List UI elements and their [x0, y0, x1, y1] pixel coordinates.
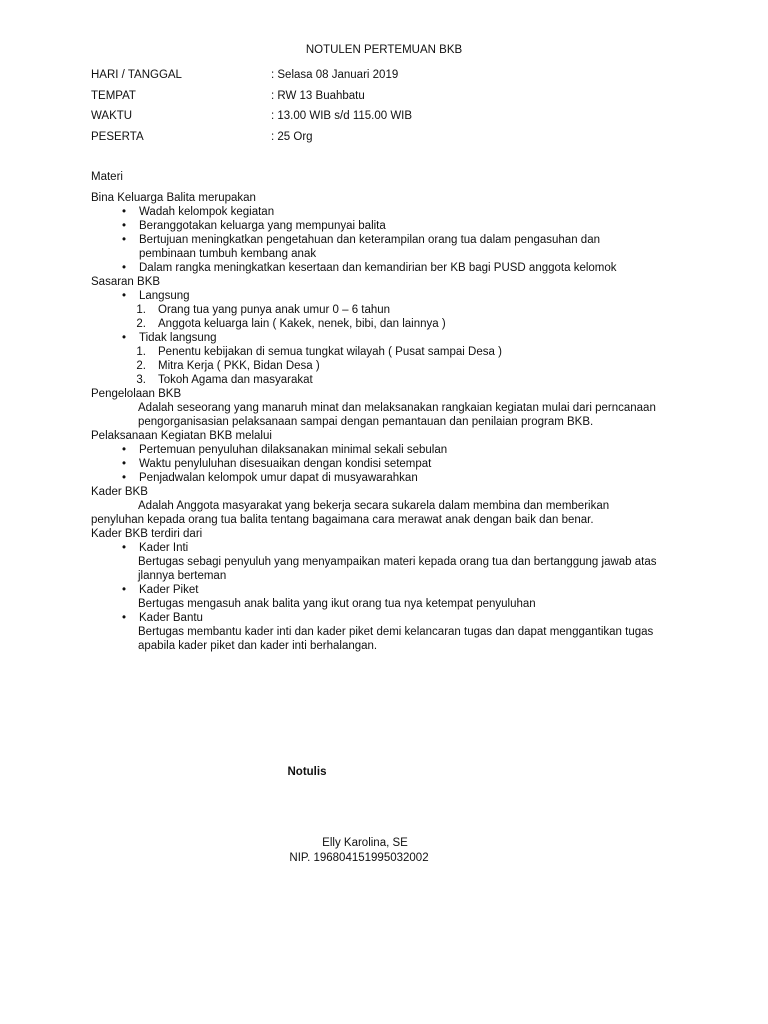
list-item: • Dalam rangka meningkatkan kesertaan dan kemandirian ber KB bagi PUSD anggota kelomok: [91, 261, 691, 275]
meta-value: : Selasa 08 Januari 2019: [271, 69, 399, 81]
kader-heading: Kader BKB: [91, 486, 148, 498]
list-item: • Waktu penyluluhan disesuaikan dengan kondisi setempat: [91, 457, 691, 471]
signature-role: Notulis: [287, 766, 327, 778]
numbered-item: 2. Mitra Kerja ( PKK, Bidan Desa ): [136, 360, 320, 372]
kader-text-line: Adalah Anggota masyarakat yang bekerja secara sukarela dalam membina dan memberikan: [138, 500, 610, 512]
bullet-icon: •: [121, 234, 126, 246]
kader-text-line: penyluhan kepada orang tua balita tentang bagaimana cara merawat anak dengan baik dan benar.: [91, 514, 594, 526]
numbered-item: 1. Penentu kebijakan di semua tungkat wilayah ( Pusat sampai Desa ): [136, 346, 502, 358]
materi-heading: Materi: [91, 171, 123, 183]
meta-row-tempat: [91, 89, 412, 110]
bullet-icon: •: [121, 458, 126, 470]
kader-item-desc: Bertugas membantu kader inti dan kader piket demi kelancaran tugas dan dapat menggantikan tugas apabila kader piket dan kader inti berhalangan.: [138, 626, 654, 652]
bullet-icon: •: [121, 584, 126, 596]
bullet-icon: •: [121, 220, 126, 232]
list-item: • Wadah kelompok kegiatan: [91, 205, 691, 219]
meta-label: WAKTU: [91, 110, 133, 122]
meta-table: [91, 68, 412, 150]
bullet-icon: •: [121, 472, 126, 484]
bullet-icon: •: [121, 290, 126, 302]
numbered-item: 3. Tokoh Agama dan masyarakat: [136, 374, 313, 386]
numbered-item: 2. Anggota keluarga lain ( Kakek, nenek, bibi, dan lainnya ): [136, 318, 446, 330]
meta-value: : 25 Org: [271, 130, 313, 143]
bullet-icon: •: [121, 542, 126, 554]
numbered-item: 1. Orang tua yang punya anak umur 0 – 6 tahun: [136, 304, 391, 316]
bullet-icon: •: [121, 612, 126, 624]
meta-label: TEMPAT: [91, 89, 136, 102]
list-item: • Kader Bantu: [91, 611, 691, 625]
document-body: [91, 170, 691, 653]
kader-item-desc: Bertugas sebagi penyuluh yang menyampaikan materi kepada orang tua dan bertanggung jawab atas jlannya berteman: [138, 556, 657, 582]
list-item: • Bertujuan meningkatkan pengetahuan dan keterampilan orang tua dalam pengasuhan dan pembinaan tumbuh kembang anak: [91, 233, 691, 261]
meta-row-waktu: [91, 109, 412, 130]
bina-heading: Bina Keluarga Balita merupakan: [91, 192, 256, 204]
bullet-icon: •: [121, 332, 126, 344]
pengelolaan-text: Adalah seseorang yang manaruh minat dan melaksanakan rangkaian kegiatan mulai dari perncanaan pengorganisasian pelaksanaan sampai dengan pemantauan dan penilaian program BKB.: [138, 402, 656, 428]
kader-item-desc: Bertugas mengasuh anak balita yang ikut orang tua nya ketempat penyuluhan: [138, 598, 536, 610]
meta-label: PESERTA: [91, 130, 144, 143]
list-item: • Langsung: [91, 289, 691, 303]
meta-row-peserta: [91, 130, 412, 151]
list-item: • Pertemuan penyuluhan dilaksanakan minimal sekali sebulan: [91, 443, 691, 457]
list-item: • Kader Piket: [91, 583, 691, 597]
meta-label: HARI / TANGGAL: [91, 69, 182, 81]
sasaran-heading: Sasaran BKB: [91, 276, 161, 288]
meta-row-hari: [91, 68, 412, 89]
kader-terdiri: Kader BKB terdiri dari: [91, 528, 203, 540]
list-item: • Beranggotakan keluarga yang mempunyai balita: [91, 219, 691, 233]
signature-nip: NIP. 196804151995032002: [289, 852, 429, 864]
bullet-icon: •: [121, 444, 126, 456]
list-item: • Tidak langsung: [91, 331, 691, 345]
pengelolaan-heading: Pengelolaan BKB: [91, 388, 182, 400]
signature-name: Elly Karolina, SE: [322, 837, 408, 849]
meta-value: : 13.00 WIB s/d 115.00 WIB: [271, 110, 413, 122]
bullet-icon: •: [121, 262, 126, 274]
meta-value: : RW 13 Buahbatu: [271, 89, 365, 102]
list-item: • Penjadwalan kelompok umur dapat di musyawarahkan: [91, 471, 691, 485]
list-item: • Kader Inti: [91, 541, 691, 555]
bullet-icon: •: [121, 206, 126, 218]
pelaksanaan-heading: Pelaksanaan Kegiatan BKB melalui: [91, 430, 272, 442]
document-title: NOTULEN PERTEMUAN BKB: [305, 44, 463, 56]
